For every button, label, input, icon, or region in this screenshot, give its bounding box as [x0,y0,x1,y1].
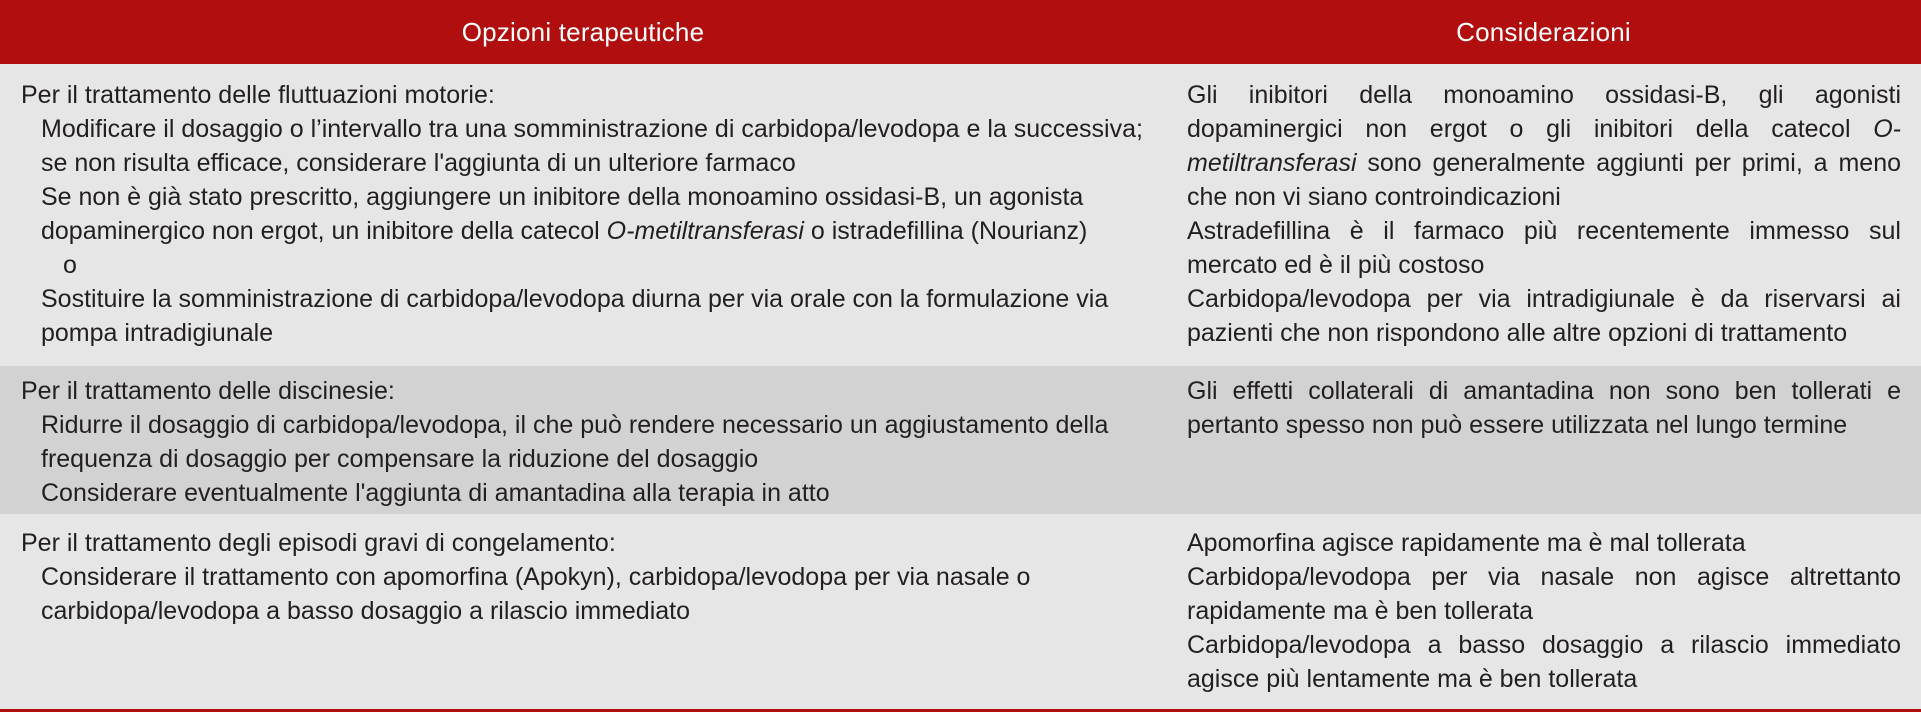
option-item: Ridurre il dosaggio di carbidopa/levodopa, il che può rendere necessario un aggiustamento della frequenza di dosaggio per compensare la riduzione del dosaggio [41,411,1109,473]
consideration-item: Carbidopa/levodopa per via intradigiunale è da riservarsi ai pazienti che non rispondono alle altre opzioni di trattamento [1187,285,1901,347]
table-header-row [0,0,1921,64]
consideration-item [1187,78,1901,214]
option-item: Sostituire la somministrazione di carbidopa/levodopa diurna per via orale con la formulazione via pompa intradigiunale [41,285,1109,347]
option-conjunction: o [63,251,77,279]
row-intro: Per il trattamento delle fluttuazioni motorie: [21,81,495,109]
consideration-item: Gli effetti collaterali di amantadina non sono ben tollerati e pertanto spesso non può essere utilizzata nel lungo termine [1187,377,1901,439]
row-intro: Per il trattamento degli episodi gravi di congelamento: [21,529,616,557]
table-row-dyskinesia [0,366,1921,514]
column-header-considerations: Considerazioni [1166,0,1921,64]
considerations-cell [1166,366,1921,514]
table-row-freezing-episodes [0,514,1921,709]
row-intro: Per il trattamento delle discinesie: [21,377,395,405]
considerations-cell [1166,64,1921,366]
consideration-item: Apomorfina agisce rapidamente ma è mal tollerata [1187,529,1746,557]
option-text: Se non è già stato prescritto, aggiungere un inibitore della monoamino ossidasi-B, un agonista dopaminergico non ergot, un inibitore della catecol [41,183,1084,245]
consideration-item: Carbidopa/levodopa a basso dosaggio a rilascio immediato agisce più lentamente ma è ben tollerata [1187,631,1901,693]
consideration-item: Carbidopa/levodopa per via nasale non agisce altrettanto rapidamente ma è ben tollerata [1187,563,1901,625]
table-row-motor-fluctuations [0,64,1921,366]
options-cell [0,64,1166,366]
option-item: Considerare eventualmente l'aggiunta di amantadina alla terapia in atto [41,479,830,507]
option-item: Considerare il trattamento con apomorfina (Apokyn), carbidopa/levodopa per via nasale o carbidopa/levodopa a basso dosaggio a rilascio immediato [41,563,1031,625]
consideration-text: Gli inibitori della monoamino ossidasi-B, gli agonisti dopaminergici non ergot o gli inibitori della catecol [1187,81,1901,143]
option-italic-text: O-metiltransferasi [606,217,804,245]
consideration-item: Astradefillina è il farmaco più recentemente immesso sul mercato ed è il più costoso [1187,217,1901,279]
options-cell [0,366,1166,514]
consideration-text: sono generalmente aggiunti per primi, a meno che non vi siano controindicazioni [1187,149,1901,211]
option-item [21,180,1152,248]
column-header-options: Opzioni terapeutiche [0,0,1166,64]
consideration-italic-text: O-metiltransferasi [1187,115,1901,177]
option-text: o istradefillina (Nourianz) [803,217,1088,245]
options-cell [0,514,1166,709]
considerations-cell [1166,514,1921,709]
option-item: Modificare il dosaggio o l’intervallo tra una somministrazione di carbidopa/levodopa e la successiva; se non risulta efficace, considerare l'aggiunta di un ulteriore farmaco [41,115,1143,177]
